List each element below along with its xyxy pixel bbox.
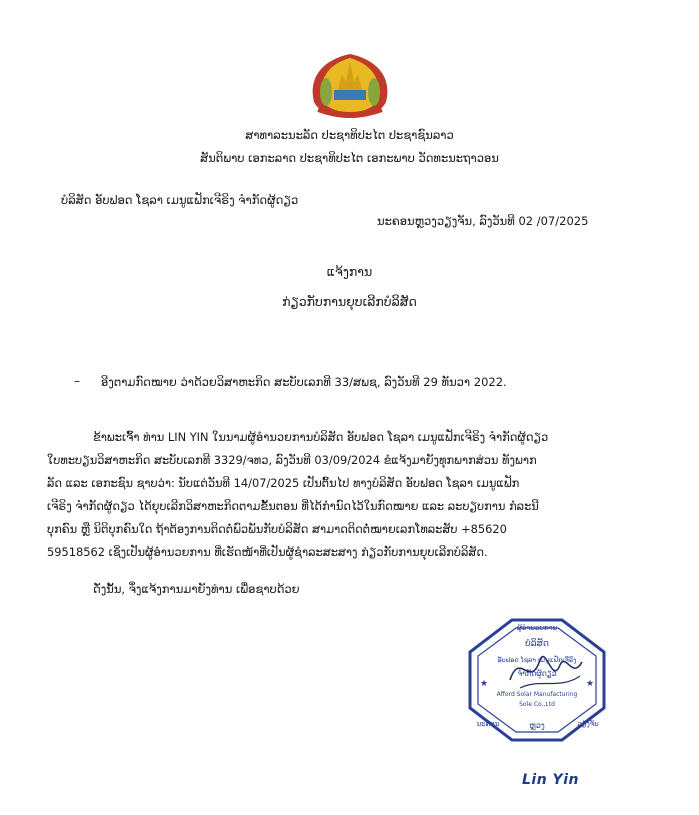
body-line-3: ລັດ ແລະ ເອກະຊົນ ຊາບວ່າ: ນັບແຕ່ວັນທີ 14/07/2025 ເປັນຕົ້ນໄປ ທາງບໍລິສັດ ອັບຟອດ ໂຊລາ ເມນູແຟັກ [47, 476, 520, 490]
stamp-star-left-icon: ★ [479, 679, 489, 689]
stamp-star-right-icon: ★ [585, 679, 595, 689]
notice-title: ແຈ້ງການ [326, 264, 373, 279]
body-line-2: ໃບທະບຽນວິສາຫະກິດ ສະບັບເລກທີ 3329/ຈທວ, ລົງວັນທີ 03/09/2024 ຂໍແຈ້ງມາຍັງທຸກພາກສ່ວນ ທັງພາກ [47, 453, 537, 467]
body-paragraph [47, 426, 653, 564]
signature-scribble-icon [497, 640, 590, 700]
body-line-5: ບຸກຄົນ ຫຼື ນິຕິບຸກຄົນໃດ ຖ້າຕ້ອງການຕິດຕໍ່ພົວພັນກັບບໍລິສັດ ສາມາດຕິດຕໍ່ໝາຍເລກໂທລະສັບ +85620 [47, 522, 507, 536]
stamp-right-text: ວຽງຈັນ [577, 720, 599, 728]
closing-line: ດັ່ງນັ້ນ, ຈຶ່ງແຈ້ງການມາຍັງທ່ານ ເພື່ອຊາບດ້ວຍ [93, 582, 300, 596]
stamp-left-text: ນະຄອນ [476, 720, 500, 728]
signature-name: Lin Yin [522, 772, 579, 788]
notice-subtitle: ກ່ຽວກັບການຍຸບເລີກບໍລິສັດ [282, 294, 417, 309]
stamp-bottom-text: ຫຼວງ [529, 721, 545, 730]
stamp-word: ບໍລິສັດ [525, 639, 549, 649]
stamp-en-line-1: Afford Solar Manufacturing [496, 691, 578, 698]
body-line-6: 59518562 ເຊິ່ງເປັນຜູ້ອຳນວຍການ ທີ່ເຮັດໜ້າທີ່ເປັນຜູ້ຊຳລະສະສາງ ກ່ຽວກັບການຍຸບເລີກບໍລິສັດ. [47, 545, 488, 559]
header-line-1: ສາທາລະນະລັດ ປະຊາທິປະໄຕ ປະຊາຊົນລາວ [245, 128, 454, 142]
date-line: ນະຄອນຫຼວງວຽງຈັນ, ລົງວັນທີ 02 /07/2025 [377, 214, 589, 228]
body-line-1: ຂ້າພະເຈົ້າ ທ່ານ LIN YIN ໃນນາມຜູ້ອຳນວຍການບໍລິສັດ ອັບຟອດ ໂຊລາ ເມນູແຟັກເຈີຣິງ ຈຳກັດຜູ້ດຽວ [93, 430, 549, 444]
company-line: ບໍລິສັດ ອັບຟອດ ໂຊລາ ເມນູແຟັກເຈີຣິງ ຈຳກັດຜູ້ດຽວ [61, 193, 299, 207]
body-line-4: ເຈີຣິງ ຈຳກັດຜູ້ດຽວ ໄດ້ຍຸບເລີກວິສາຫະກິດຕາມຂັ້ນຕອນ ທີ່ໄດ້ກຳນົດໄວ້ໃນກົດໝາຍ ແລະ ລະບຽບການ ກໍລະນີ [47, 499, 539, 513]
reference-line: ອີງຕາມກົດໝາຍ ວ່າດ້ວຍວິສາຫະກິດ ສະບັບເລກທີ 33/ສພຊ, ລົງວັນທີ 29 ທັນວາ 2022. [101, 375, 507, 389]
stamp-type-line: ຈຳກັດຜູ້ດຽວ [517, 669, 557, 678]
stamp-name-line: ອັບຟອດ ໂຊລາ ເມນູແຟັກເຈີຣິງ [497, 656, 577, 664]
stamp-top-text: ຜູ້ອຳນວຍການ [516, 624, 558, 632]
bullet-dash: – [74, 374, 80, 388]
national-emblem-icon [300, 52, 400, 120]
header-line-2: ສັນຕິພາບ ເອກະລາດ ປະຊາທິປະໄຕ ເອກະພາບ ວັດທະນະຖາວອນ [200, 151, 499, 165]
stamp-en-line-2: Sole Co.,Ltd [519, 701, 555, 708]
